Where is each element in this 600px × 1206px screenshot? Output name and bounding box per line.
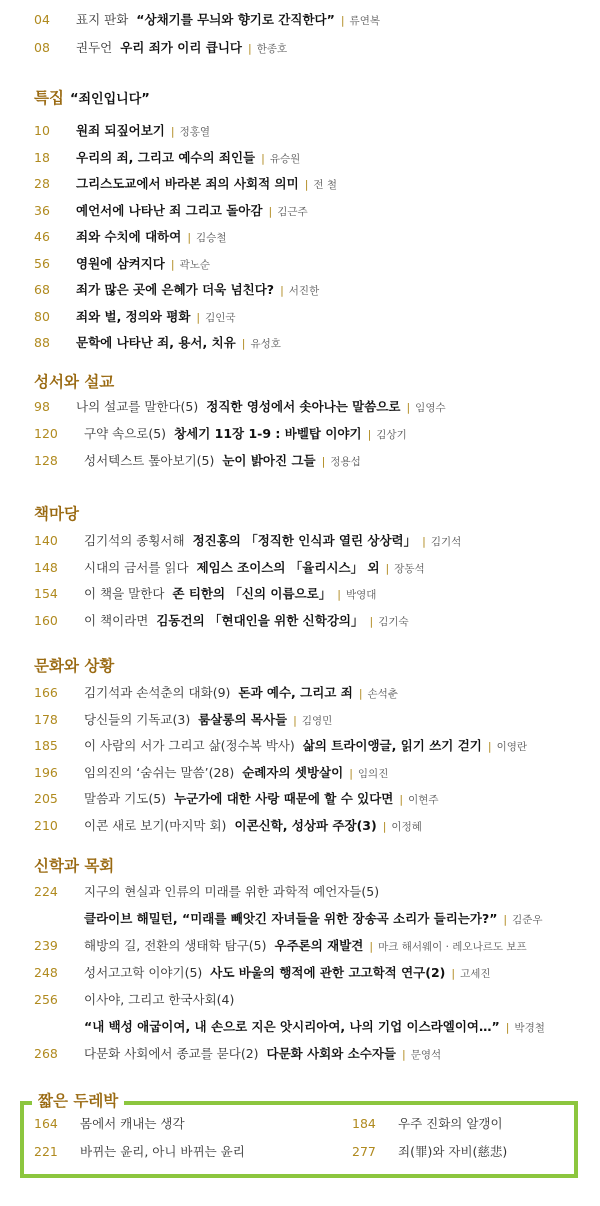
article-title: 창세기 11장 1-9 : 바벨탑 이야기 [174, 426, 362, 441]
article-title: 누군가에 대한 사랑 때문에 할 수 있다면 [174, 791, 394, 807]
short-column-item [34, 1142, 253, 1164]
short-column-item [352, 1114, 511, 1136]
article-title: 문학에 나타난 죄, 용서, 치유 [76, 335, 236, 350]
page-number: 184 [352, 1116, 376, 1131]
article-title: 정직한 영성에서 솟아나는 말씀으로 [206, 399, 401, 414]
page-number: 178 [34, 711, 58, 727]
section-heading: 책마당 [34, 505, 79, 523]
toc-entry [34, 254, 590, 276]
separator: | [170, 257, 175, 271]
toc-entry [34, 531, 590, 553]
section-heading: 신학과 목회 [34, 857, 115, 875]
series-name: 나의 설교를 말한다(5) [76, 399, 199, 414]
separator: | [358, 687, 363, 700]
toc-entry [34, 963, 590, 985]
separator: | [170, 125, 175, 138]
separator: | [261, 151, 265, 165]
page-number: 140 [34, 533, 58, 548]
author-name: 정용섭 [330, 456, 361, 468]
separator: | [503, 913, 508, 926]
toc-entry [34, 789, 590, 811]
short-column-title: 바뀌는 윤리, 아니 바뀌는 윤리 [80, 1144, 245, 1159]
article-title: 그리스도교에서 바라본 죄의 사회적 의미 [76, 176, 299, 191]
separator: | [451, 967, 456, 980]
short-column-title: 우주 진화의 알갱이 [398, 1116, 503, 1131]
separator: | [406, 401, 411, 414]
page-number: 68 [34, 282, 50, 297]
author-name: 곽노순 [179, 258, 211, 271]
author-name: 유승원 [269, 152, 301, 165]
author-name: 류연복 [349, 15, 380, 27]
series-name: 시대의 금서를 읽다 [84, 559, 189, 575]
toc-entry [34, 10, 590, 32]
series-name: 지구의 현실과 인류의 미래를 위한 과학적 예언자들(5) [84, 884, 380, 899]
series-name: 권두언 [76, 40, 113, 55]
author-name: 한종호 [256, 43, 288, 55]
section-heading: 특집 “죄인입니다” [34, 89, 150, 107]
author-name: 김승철 [196, 232, 227, 244]
toc-entry [34, 882, 590, 904]
page-number: 256 [34, 992, 58, 1007]
page-number: 128 [34, 453, 58, 468]
author-name: 마크 해서웨이 · 레오나르도 보프 [378, 941, 527, 953]
short-column-title: 죄(罪)와 자비(慈悲) [398, 1144, 508, 1159]
author-name: 김준우 [512, 914, 543, 926]
article-title: 우리 죄가 이리 큽니다 [120, 40, 242, 55]
author-name: 전 철 [313, 179, 338, 191]
toc-entry [34, 148, 590, 170]
article-title: 정진홍의 「정직한 인식과 열린 상상력」 [192, 533, 417, 548]
toc-entry [34, 333, 590, 355]
article-title: 죄와 수치에 대하여 [76, 229, 182, 244]
page-number: 88 [34, 335, 50, 350]
page-number: 04 [34, 12, 50, 27]
separator: | [402, 1048, 406, 1061]
article-title: 순례자의 셋방살이 [242, 764, 344, 780]
page-number: 46 [34, 229, 50, 244]
page-number: 28 [34, 176, 50, 191]
toc-entry [34, 307, 590, 329]
series-name: 이 사람의 서가 그리고 삶(정수복 박사) [84, 738, 295, 754]
article-title: 예언서에 나타난 죄 그리고 돌아감 [76, 202, 263, 218]
author-name: 김기석 [430, 536, 462, 548]
separator: | [340, 14, 345, 27]
section-subheading: “죄인입니다” [69, 92, 150, 107]
series-name: 이 책이라면 [84, 612, 149, 628]
separator: | [382, 820, 387, 833]
article-title: 죄가 많은 곳에 은혜가 더욱 넘친다? [76, 282, 275, 297]
short-column-title: 몸에서 캐내는 생각 [80, 1116, 185, 1131]
separator: | [293, 713, 297, 727]
separator: | [337, 588, 341, 601]
author-name: 장동석 [394, 562, 425, 575]
toc-entry [34, 611, 590, 633]
article-title: 우주론의 재발견 [274, 938, 364, 953]
page-number: 185 [34, 738, 58, 754]
page-number: 239 [34, 938, 58, 953]
series-name: 이 책을 말한다 [84, 586, 165, 601]
article-title: 눈이 밝아진 그들 [222, 453, 316, 468]
page-number: 210 [34, 818, 58, 833]
author-name: 유성호 [250, 338, 281, 350]
toc-entry [84, 909, 543, 931]
separator: | [399, 793, 404, 807]
author-name: 이현주 [408, 794, 439, 807]
separator: | [196, 310, 201, 324]
toc-entry [34, 451, 590, 473]
separator: | [487, 740, 492, 754]
author-name: 박경철 [514, 1022, 545, 1034]
series-name: 성서텍스트 톺아보기(5) [84, 453, 215, 468]
page-number: 120 [34, 426, 58, 441]
page-number: 98 [34, 399, 50, 414]
author-name: 손석춘 [367, 688, 398, 700]
toc-entry [34, 174, 590, 196]
separator: | [187, 231, 192, 244]
series-name: 임의진의 ‘숨쉬는 말씀’(28) [84, 764, 235, 780]
separator: | [304, 178, 309, 191]
page-number: 154 [34, 586, 58, 601]
series-name: 이사야, 그리고 한국사회(4) [84, 992, 235, 1007]
article-title: 존 티한의 「신의 이름으로」 [172, 586, 332, 601]
separator: | [321, 455, 326, 468]
author-name: 김영민 [301, 714, 333, 727]
article-title: 원죄 되짚어보기 [76, 123, 165, 138]
toc-entry [34, 558, 590, 580]
series-name: 당신들의 기독교(3) [84, 711, 191, 727]
article-title: 클라이브 해밀턴, “미래를 빼앗긴 자녀들을 위한 장송곡 소리가 들리는가?” [84, 911, 498, 926]
article-title: 삶의 트라이앵글, 읽기 쓰기 걷기 [302, 738, 482, 754]
short-column-item [34, 1114, 193, 1136]
article-title: 제임스 조이스의 「율리시스」 외 [196, 559, 380, 575]
separator: | [505, 1021, 510, 1034]
toc-entry [34, 201, 590, 223]
page-number: 164 [34, 1116, 58, 1131]
article-title: “내 백성 애굽이여, 내 손으로 지은 앗시리아여, 나의 기업 이스라엘이여…” [84, 1019, 500, 1034]
author-name: 이정혜 [391, 821, 422, 833]
series-name: 다문화 사회에서 종교를 묻다(2) [84, 1046, 259, 1061]
author-name: 박영대 [345, 589, 377, 601]
toc-entry [34, 990, 590, 1012]
toc-entry [34, 227, 590, 249]
short-column-box [20, 1101, 578, 1178]
page-number: 18 [34, 149, 50, 165]
author-name: 김인국 [205, 311, 236, 324]
page-number: 80 [34, 308, 50, 324]
toc-entry [34, 816, 590, 838]
series-name: 해방의 길, 전환의 생태학 탐구(5) [84, 938, 267, 953]
toc-entry [34, 763, 590, 785]
series-name: 김기석과 손석춘의 대화(9) [84, 685, 231, 700]
page-number: 08 [34, 40, 50, 55]
page-number: 56 [34, 255, 50, 271]
separator: | [422, 535, 426, 548]
page-number: 36 [34, 202, 50, 218]
toc-entry [84, 1017, 545, 1039]
series-name: 김기석의 종횡서해 [84, 533, 185, 548]
short-column-heading: 짧은 두레박 [32, 1089, 124, 1111]
separator: | [241, 337, 246, 350]
toc-entry [34, 397, 590, 419]
toc-entry [34, 280, 590, 302]
section-heading: 성서와 설교 [34, 373, 115, 391]
series-name: 구약 속으로(5) [84, 426, 167, 441]
page-number: 10 [34, 123, 50, 138]
page-number: 148 [34, 559, 58, 575]
toc-entry [34, 38, 590, 60]
page-number: 224 [34, 884, 58, 899]
article-title: 영원에 삼켜지다 [76, 255, 165, 271]
article-title: 이콘신학, 성상파 주장(3) [234, 818, 377, 833]
toc-entry [34, 936, 590, 958]
page-number: 160 [34, 612, 58, 628]
page-number: 268 [34, 1046, 58, 1061]
toc-entry [34, 736, 590, 758]
article-title: “상채기를 무늬와 향기로 간직한다” [136, 12, 335, 27]
author-name: 고세진 [460, 968, 491, 980]
series-name: 말씀과 기도(5) [84, 791, 167, 807]
toc-entry [34, 1044, 590, 1066]
author-name: 정홍열 [179, 126, 211, 138]
page-number: 205 [34, 791, 58, 807]
article-title: 죄와 벌, 정의와 평화 [76, 308, 191, 324]
author-name: 김상기 [376, 429, 407, 441]
article-title: 사도 바울의 행적에 관한 고고학적 연구(2) [210, 965, 446, 980]
page-number: 166 [34, 685, 58, 700]
page-number: 277 [352, 1144, 376, 1159]
author-name: 이영란 [496, 741, 528, 754]
page-number: 196 [34, 764, 58, 780]
article-title: 다문화 사회와 소수자들 [266, 1046, 396, 1061]
author-name: 임의진 [357, 767, 389, 780]
toc-entry [34, 121, 590, 143]
series-name: 성서고고학 이야기(5) [84, 965, 203, 980]
short-column-item [352, 1142, 515, 1164]
page-number: 248 [34, 965, 58, 980]
separator: | [349, 766, 353, 780]
article-title: 돈과 예수, 그리고 죄 [238, 685, 353, 700]
separator: | [280, 284, 284, 297]
series-name: 표지 판화 [76, 12, 129, 27]
separator: | [268, 204, 273, 218]
author-name: 김기숙 [378, 615, 409, 628]
section-heading: 문화와 상황 [34, 657, 115, 675]
separator: | [369, 940, 374, 953]
toc-entry [34, 424, 590, 446]
separator: | [369, 614, 374, 628]
toc-entry [34, 584, 590, 606]
series-name: 이콘 새로 보기(마지막 회) [84, 818, 227, 833]
toc-entry [34, 683, 590, 705]
author-name: 임영수 [415, 402, 446, 414]
article-title: 우리의 죄, 그리고 예수의 죄인들 [76, 149, 256, 165]
toc-entry [34, 710, 590, 732]
article-title: 김동건의 「현대인을 위한 신학강의」 [156, 612, 364, 628]
author-name: 문영석 [410, 1049, 442, 1061]
separator: | [385, 561, 390, 575]
separator: | [367, 428, 372, 441]
page-number: 221 [34, 1144, 58, 1159]
author-name: 김근주 [277, 205, 308, 218]
article-title: 룸살롱의 목사들 [198, 711, 288, 727]
author-name: 서진한 [288, 285, 320, 297]
separator: | [247, 42, 252, 55]
